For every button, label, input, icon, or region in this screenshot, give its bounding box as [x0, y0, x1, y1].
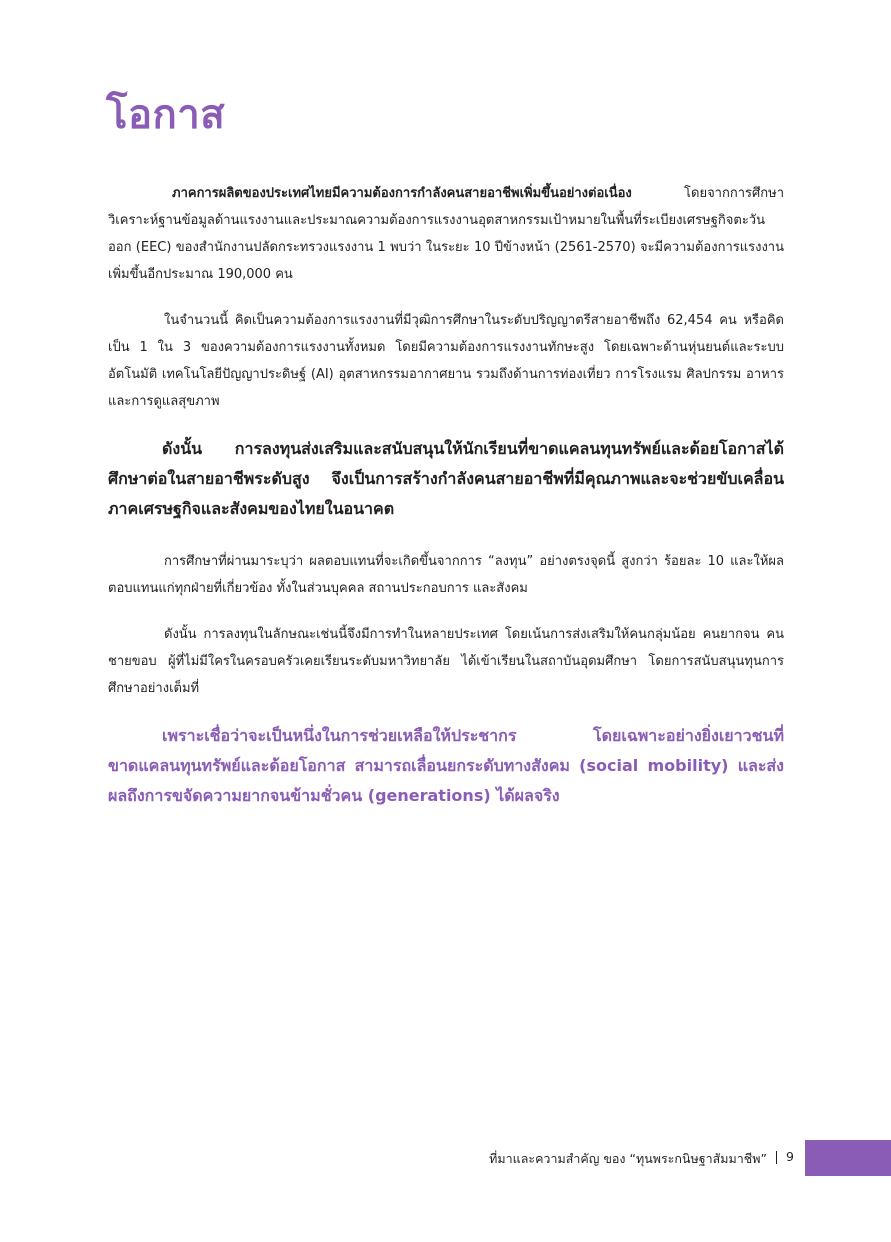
footer-accent-bar: [805, 1140, 891, 1176]
emphasis-statement-investment: ดังนั้น การลงทุนส่งเสริมและสนับสนุนให้นักเรียนที่ขาดแคลนทุนทรัพย์และด้อยโอกาสได้ศึกษาต่อในสายอาชีพระดับสูง จึงเป็นการสร้างกำลังคนสายอาชีพที่มีคุณภาพและจะช่วยขับเคลื่อนภาคเศรษฐกิจและสังคมของไทยในอนาคต: [108, 439, 784, 518]
paragraph-intro-lead: ภาคการผลิตของประเทศไทยมีความต้องการกำลังคนสายอาชีพเพิ่มขึ้นอย่างต่อเนื่อง: [172, 186, 632, 201]
paragraph-international: ดังนั้น การลงทุนในลักษณะเช่นนี้จึงมีการทำในหลายประเทศ โดยเน้นการส่งเสริมให้คนกลุ่มน้อย คนยากจน คนชายขอบ ผู้ที่ไม่มีใครในครอบครัวเคยเรียนระดับมหาวิทยาลัย ได้เข้าเรียนในสถาบันอุดมศึกษา โดยการสนับสนุนทุนการศึกษาอย่างเต็มที่: [108, 627, 784, 696]
footer-divider: [776, 1151, 777, 1164]
paragraph-returns: การศึกษาที่ผ่านมาระบุว่า ผลตอบแทนที่จะเกิดขึ้นจากการ “ลงทุน” อย่างตรงจุดนี้ สูงกว่า ร้อยละ 10 และให้ผลตอบแทนแก่ทุกฝ่ายที่เกี่ยวข้อง ทั้งในส่วนบุคคล สถานประกอบการ และสังคม: [108, 554, 784, 596]
emphasis-statement-mobility: เพราะเชื่อว่าจะเป็นหนึ่งในการช่วยเหลือให้ประชากร โดยเฉพาะอย่างยิ่งเยาวชนที่ขาดแคลนทุนทรัพย์และด้อยโอกาส สามารถเลื่อนยกระดับทางสังคม (social mobility) และส่งผลถึงการขจัดความยากจนข้ามชั่วคน (generations) ได้ผลจริง: [108, 726, 784, 805]
paragraph-labor-demand: ในจำนวนนี้ คิดเป็นความต้องการแรงงานที่มีวุฒิการศึกษาในระดับปริญญาตรีสายอาชีพถึง 62,454 คน หรือคิดเป็น 1 ใน 3 ของความต้องการแรงงานทั้งหมด โดยมีความต้องการแรงงานทักษะสูง โดยเฉพาะด้านหุ่นยนต์และระบบอัตโนมัติ เทคโนโลยีปัญญาประดิษฐ์ (AI) อุตสาหกรรมอากาศยาน รวมถึงด้านการท่องเที่ยว การโรงแรม ศิลปกรรม อาหาร และการดูแลสุขภาพ: [108, 313, 784, 409]
page-number: 9: [786, 1149, 794, 1164]
body-content: [108, 180, 784, 835]
paragraph-intro: [108, 180, 784, 288]
page-footer: [0, 1140, 891, 1176]
footer-section-title: ที่มาและความสำคัญ ของ “ทุนพระกนิษฐาสัมมาชีพ”: [489, 1151, 767, 1166]
paragraph-intro-body: โดยจากการศึกษาวิเคราะห์ฐานข้อมูลด้านแรงงานและประมาณความต้องการแรงงานอุตสาหกรรมเป้าหมายในพื้นที่ระเบียงเศรษฐกิจตะวันออก (EEC) ของสำนักงานปลัดกระทรวงแรงงาน 1 พบว่า ในระยะ 10 ปีข้างหน้า (2561-2570) จะมีความต้องการแรงงานเพิ่มขึ้นอีกประมาณ 190,000 คน: [108, 186, 784, 282]
page-title: โอกาส: [106, 92, 226, 138]
